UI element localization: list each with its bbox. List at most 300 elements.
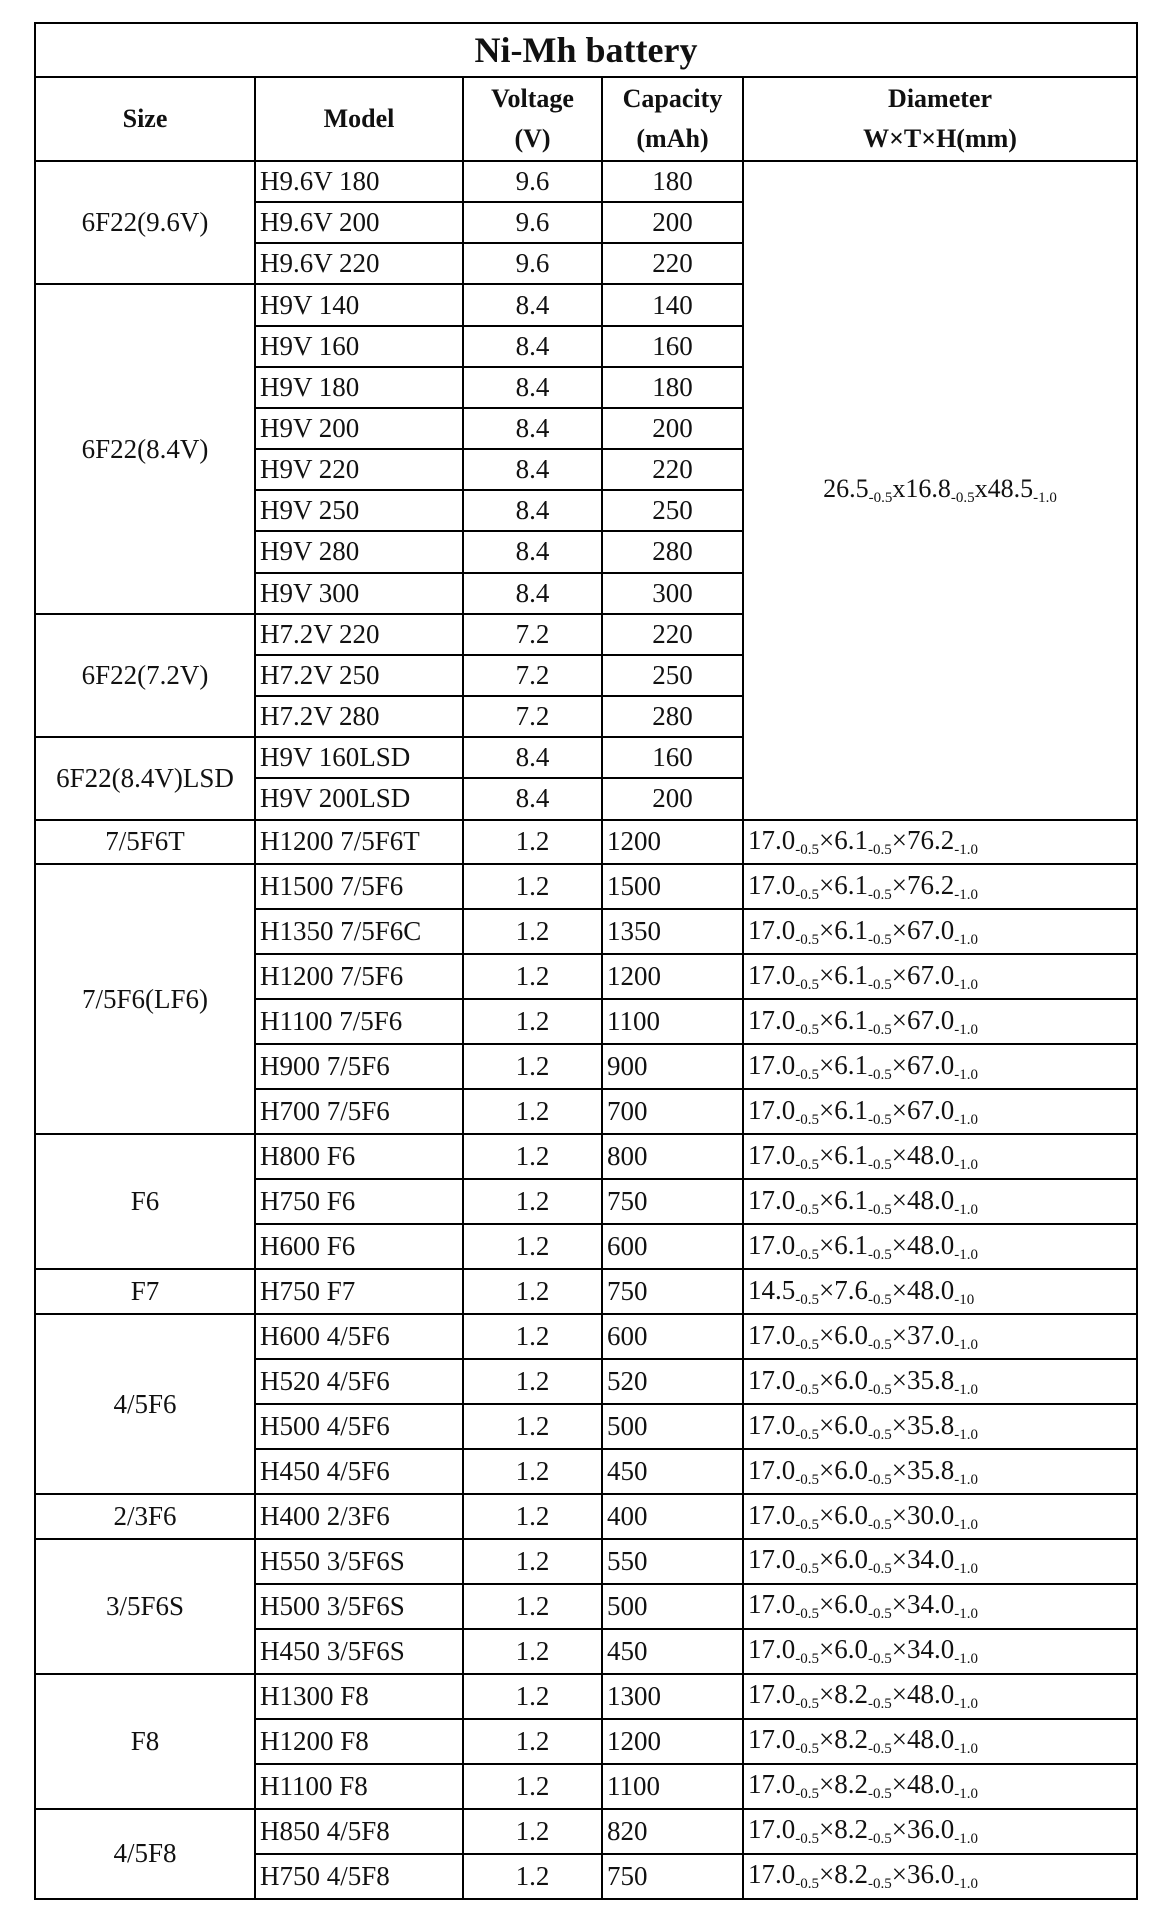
diameter-cell bbox=[743, 1809, 1137, 1854]
dim-t: ×6.1 bbox=[819, 1229, 868, 1260]
voltage-cell: 1.2 bbox=[463, 1314, 602, 1359]
capacity-cell: 250 bbox=[602, 655, 743, 696]
dim-w-tol: -0.5 bbox=[795, 1471, 819, 1488]
dim-t: ×6.1 bbox=[819, 1139, 868, 1170]
voltage-cell: 8.4 bbox=[463, 778, 602, 819]
dim-t: ×6.1 bbox=[819, 869, 868, 900]
dim-w: 26.5 bbox=[823, 473, 869, 503]
capacity-cell: 500 bbox=[602, 1584, 743, 1629]
diameter-cell bbox=[743, 1404, 1137, 1449]
dim-t: ×6.1 bbox=[819, 1184, 868, 1215]
dim-w: 17.0 bbox=[748, 824, 796, 855]
voltage-cell: 9.6 bbox=[463, 202, 602, 243]
dim-h-tol: -1.0 bbox=[954, 1201, 978, 1218]
dim-w-tol: -0.5 bbox=[795, 1651, 819, 1668]
dim-w-tol: -0.5 bbox=[795, 976, 819, 993]
dim-t-tol: -0.5 bbox=[867, 1561, 892, 1578]
dim-t: ×6.1 bbox=[819, 1004, 868, 1035]
voltage-cell: 1.2 bbox=[463, 1854, 602, 1899]
dim-w-tol: -0.5 bbox=[795, 1606, 819, 1623]
diameter-cell bbox=[743, 954, 1137, 999]
voltage-cell: 1.2 bbox=[463, 864, 602, 909]
voltage-cell: 1.2 bbox=[463, 1179, 602, 1224]
capacity-cell: 900 bbox=[602, 1044, 743, 1089]
voltage-cell: 1.2 bbox=[463, 1764, 602, 1809]
dim-t: ×7.6 bbox=[819, 1274, 868, 1305]
voltage-cell: 1.2 bbox=[463, 999, 602, 1044]
size-cell: 4/5F8 bbox=[35, 1809, 255, 1899]
model-cell: H900 7/5F6 bbox=[255, 1044, 463, 1089]
dim-w: 17.0 bbox=[748, 959, 796, 990]
table-row bbox=[35, 1494, 1137, 1539]
size-cell: 7/5F6T bbox=[35, 820, 255, 865]
capacity-cell: 700 bbox=[602, 1089, 743, 1134]
model-cell: H1350 7/5F6C bbox=[255, 909, 463, 954]
table-row bbox=[35, 1539, 1137, 1584]
voltage-cell: 1.2 bbox=[463, 1719, 602, 1764]
dim-w: 17.0 bbox=[748, 914, 796, 945]
model-cell: H750 4/5F8 bbox=[255, 1854, 463, 1899]
dim-h-tol: -1.0 bbox=[954, 1021, 978, 1038]
dim-t: ×8.2 bbox=[819, 1679, 868, 1710]
capacity-cell: 1200 bbox=[602, 820, 743, 865]
dim-h-tol: -1.0 bbox=[954, 1786, 978, 1803]
voltage-cell: 8.4 bbox=[463, 531, 602, 572]
dim-h: ×30.0 bbox=[891, 1499, 955, 1530]
dim-h-tol: -1.0 bbox=[954, 1606, 978, 1623]
dim-h: ×67.0 bbox=[891, 1049, 955, 1080]
model-cell: H1100 7/5F6 bbox=[255, 999, 463, 1044]
dim-h-tol: -1.0 bbox=[954, 1471, 978, 1488]
dim-w: 17.0 bbox=[748, 1049, 796, 1080]
dim-t-tol: -0.5 bbox=[867, 1471, 892, 1488]
capacity-cell: 1100 bbox=[602, 999, 743, 1044]
dim-w: 17.0 bbox=[748, 1364, 796, 1395]
model-cell: H450 3/5F6S bbox=[255, 1629, 463, 1674]
dim-h: ×48.0 bbox=[891, 1724, 955, 1755]
dim-t: ×6.0 bbox=[819, 1319, 868, 1350]
model-cell: H9V 250 bbox=[255, 490, 463, 531]
dim-w: 17.0 bbox=[748, 1589, 796, 1620]
dim-h: ×37.0 bbox=[891, 1319, 955, 1350]
dim-t-tol: -0.5 bbox=[867, 1651, 892, 1668]
voltage-cell: 1.2 bbox=[463, 1674, 602, 1719]
dim-w: 17.0 bbox=[748, 1769, 796, 1800]
capacity-cell: 220 bbox=[602, 243, 743, 284]
dim-h: ×48.0 bbox=[891, 1139, 955, 1170]
size-cell: 6F22(8.4V) bbox=[35, 284, 255, 613]
dim-t-tol: -0.5 bbox=[867, 841, 892, 858]
voltage-cell: 9.6 bbox=[463, 161, 602, 202]
voltage-cell: 8.4 bbox=[463, 367, 602, 408]
dim-h: ×67.0 bbox=[891, 959, 955, 990]
dim-h: ×35.8 bbox=[891, 1364, 955, 1395]
diameter-cell bbox=[743, 1854, 1137, 1899]
model-cell: H850 4/5F8 bbox=[255, 1809, 463, 1854]
diameter-cell bbox=[743, 1224, 1137, 1269]
dim-h-tol: -1.0 bbox=[954, 1831, 978, 1848]
dim-t: ×6.0 bbox=[819, 1544, 868, 1575]
capacity-cell: 200 bbox=[602, 778, 743, 819]
table-row bbox=[35, 864, 1137, 909]
dim-w-tol: -0.5 bbox=[795, 1111, 819, 1128]
dim-t-tol: -0.5 bbox=[867, 1696, 892, 1713]
diameter-cell bbox=[743, 1719, 1137, 1764]
dim-h-tol: -1.0 bbox=[954, 1516, 978, 1533]
dim-h: ×48.0 bbox=[891, 1274, 955, 1305]
model-cell: H9V 160LSD bbox=[255, 737, 463, 778]
capacity-cell: 250 bbox=[602, 490, 743, 531]
voltage-cell: 1.2 bbox=[463, 1449, 602, 1494]
dim-h: ×48.0 bbox=[891, 1184, 955, 1215]
capacity-cell: 750 bbox=[602, 1269, 743, 1314]
voltage-cell: 1.2 bbox=[463, 909, 602, 954]
size-cell: 6F22(9.6V) bbox=[35, 161, 255, 284]
voltage-cell: 1.2 bbox=[463, 1044, 602, 1089]
model-cell: H9V 160 bbox=[255, 326, 463, 367]
header-size: Size bbox=[35, 77, 255, 161]
model-cell: H9.6V 180 bbox=[255, 161, 463, 202]
dim-h: ×48.0 bbox=[891, 1769, 955, 1800]
size-cell: 4/5F6 bbox=[35, 1314, 255, 1494]
capacity-cell: 820 bbox=[602, 1809, 743, 1854]
dim-t-tol: -0.5 bbox=[867, 1516, 892, 1533]
table-row bbox=[35, 1809, 1137, 1854]
battery-spec-table bbox=[34, 22, 1138, 1900]
dim-h-tol: -1.0 bbox=[954, 841, 978, 858]
capacity-cell: 220 bbox=[602, 614, 743, 655]
dim-t-tol: -0.5 bbox=[867, 931, 892, 948]
dim-w: 17.0 bbox=[748, 1859, 796, 1890]
voltage-cell: 1.2 bbox=[463, 1404, 602, 1449]
diameter-cell bbox=[743, 1449, 1137, 1494]
dim-h: ×34.0 bbox=[891, 1634, 955, 1665]
voltage-cell: 8.4 bbox=[463, 737, 602, 778]
dim-t: x16.8 bbox=[892, 473, 951, 503]
dim-t-tol: -0.5 bbox=[950, 489, 975, 506]
model-cell: H600 F6 bbox=[255, 1224, 463, 1269]
diameter-cell bbox=[743, 999, 1137, 1044]
dim-w-tol: -0.5 bbox=[795, 841, 819, 858]
dim-h: ×34.0 bbox=[891, 1589, 955, 1620]
header-voltage: Voltage (V) bbox=[463, 77, 602, 161]
dim-w-tol: -0.5 bbox=[795, 886, 819, 903]
dim-w-tol: -0.5 bbox=[795, 1426, 819, 1443]
table-title: Ni-Mh battery bbox=[35, 23, 1137, 77]
model-cell: H800 F6 bbox=[255, 1134, 463, 1179]
model-cell: H1200 7/5F6 bbox=[255, 954, 463, 999]
model-cell: H7.2V 250 bbox=[255, 655, 463, 696]
diameter-cell bbox=[743, 1179, 1137, 1224]
capacity-cell: 140 bbox=[602, 284, 743, 325]
dim-t-tol: -0.5 bbox=[867, 1876, 892, 1893]
model-cell: H9.6V 220 bbox=[255, 243, 463, 284]
dim-t-tol: -0.5 bbox=[867, 1201, 892, 1218]
dim-w-tol: -0.5 bbox=[795, 1021, 819, 1038]
table-row bbox=[35, 1134, 1137, 1179]
dim-t: ×6.0 bbox=[819, 1589, 868, 1620]
dim-t-tol: -0.5 bbox=[867, 1606, 892, 1623]
dim-t-tol: -0.5 bbox=[867, 886, 892, 903]
shared-diameter-cell bbox=[743, 161, 1137, 820]
dim-t: ×6.0 bbox=[819, 1409, 868, 1440]
dim-t-tol: -0.5 bbox=[867, 1111, 892, 1128]
voltage-cell: 8.4 bbox=[463, 490, 602, 531]
size-cell: F8 bbox=[35, 1674, 255, 1809]
dim-h-tol: -1.0 bbox=[954, 931, 978, 948]
dim-w: 17.0 bbox=[748, 1409, 796, 1440]
model-cell: H1500 7/5F6 bbox=[255, 864, 463, 909]
dim-h-tol: -1.0 bbox=[954, 1246, 978, 1263]
dim-h-tol: -1.0 bbox=[954, 976, 978, 993]
capacity-cell: 1300 bbox=[602, 1674, 743, 1719]
dim-h: x48.5 bbox=[974, 473, 1034, 503]
size-cell: 2/3F6 bbox=[35, 1494, 255, 1539]
size-cell: 6F22(7.2V) bbox=[35, 614, 255, 737]
diameter-cell bbox=[743, 1269, 1137, 1314]
capacity-cell: 1100 bbox=[602, 1764, 743, 1809]
dim-h-tol: -1.0 bbox=[954, 1066, 978, 1083]
dim-w-tol: -0.5 bbox=[795, 1246, 819, 1263]
diameter-cell bbox=[743, 1539, 1137, 1584]
dim-h: ×34.0 bbox=[891, 1544, 955, 1575]
dim-w: 17.0 bbox=[748, 1634, 796, 1665]
capacity-cell: 1500 bbox=[602, 864, 743, 909]
capacity-cell: 400 bbox=[602, 1494, 743, 1539]
dim-w-tol: -0.5 bbox=[795, 1831, 819, 1848]
dim-w: 17.0 bbox=[748, 1454, 796, 1485]
dim-w-tol: -0.5 bbox=[795, 1786, 819, 1803]
size-cell: F6 bbox=[35, 1134, 255, 1269]
model-cell: H1100 F8 bbox=[255, 1764, 463, 1809]
voltage-cell: 1.2 bbox=[463, 1269, 602, 1314]
dim-t-tol: -0.5 bbox=[867, 976, 892, 993]
model-cell: H1300 F8 bbox=[255, 1674, 463, 1719]
diameter-cell bbox=[743, 1629, 1137, 1674]
dim-h-tol: -1.0 bbox=[954, 1651, 978, 1668]
capacity-cell: 200 bbox=[602, 202, 743, 243]
voltage-cell: 1.2 bbox=[463, 1494, 602, 1539]
capacity-cell: 160 bbox=[602, 737, 743, 778]
dim-w-tol: -0.5 bbox=[795, 1561, 819, 1578]
capacity-cell: 800 bbox=[602, 1134, 743, 1179]
dim-t: ×6.0 bbox=[819, 1634, 868, 1665]
dim-h: ×76.2 bbox=[891, 824, 955, 855]
dim-w-tol: -0.5 bbox=[795, 1381, 819, 1398]
diameter-cell bbox=[743, 820, 1137, 865]
capacity-cell: 180 bbox=[602, 161, 743, 202]
diameter-cell bbox=[743, 1314, 1137, 1359]
voltage-cell: 1.2 bbox=[463, 1089, 602, 1134]
dim-t: ×6.0 bbox=[819, 1364, 868, 1395]
dim-w-tol: -0.5 bbox=[795, 1291, 819, 1308]
voltage-cell: 8.4 bbox=[463, 449, 602, 490]
diameter-cell bbox=[743, 1494, 1137, 1539]
table-row bbox=[35, 161, 1137, 202]
dim-t-tol: -0.5 bbox=[867, 1381, 892, 1398]
model-cell: H9V 220 bbox=[255, 449, 463, 490]
model-cell: H7.2V 280 bbox=[255, 696, 463, 737]
capacity-cell: 200 bbox=[602, 408, 743, 449]
dim-h: ×35.8 bbox=[891, 1454, 955, 1485]
model-cell: H550 3/5F6S bbox=[255, 1539, 463, 1584]
dim-h-tol: -1.0 bbox=[954, 1876, 978, 1893]
header-capacity: Capacity (mAh) bbox=[602, 77, 743, 161]
capacity-cell: 1200 bbox=[602, 1719, 743, 1764]
table-row bbox=[35, 1314, 1137, 1359]
voltage-cell: 1.2 bbox=[463, 1584, 602, 1629]
dim-w-tol: -0.5 bbox=[795, 1741, 819, 1758]
voltage-cell: 9.6 bbox=[463, 243, 602, 284]
voltage-cell: 1.2 bbox=[463, 1809, 602, 1854]
voltage-cell: 7.2 bbox=[463, 696, 602, 737]
model-cell: H700 7/5F6 bbox=[255, 1089, 463, 1134]
size-cell: 6F22(8.4V)LSD bbox=[35, 737, 255, 819]
model-cell: H450 4/5F6 bbox=[255, 1449, 463, 1494]
capacity-cell: 280 bbox=[602, 531, 743, 572]
diameter-cell bbox=[743, 864, 1137, 909]
dim-t: ×6.0 bbox=[819, 1499, 868, 1530]
dim-t: ×6.1 bbox=[819, 914, 868, 945]
voltage-cell: 1.2 bbox=[463, 820, 602, 865]
diameter-cell bbox=[743, 1584, 1137, 1629]
dim-t-tol: -0.5 bbox=[867, 1336, 892, 1353]
dim-w: 17.0 bbox=[748, 1814, 796, 1845]
capacity-cell: 600 bbox=[602, 1314, 743, 1359]
header-model: Model bbox=[255, 77, 463, 161]
dim-w-tol: -0.5 bbox=[795, 1696, 819, 1713]
dim-t-tol: -0.5 bbox=[867, 1291, 892, 1308]
model-cell: H7.2V 220 bbox=[255, 614, 463, 655]
table-row bbox=[35, 820, 1137, 865]
dim-t-tol: -0.5 bbox=[867, 1021, 892, 1038]
voltage-cell: 1.2 bbox=[463, 1359, 602, 1404]
dim-t: ×8.2 bbox=[819, 1859, 868, 1890]
capacity-cell: 450 bbox=[602, 1449, 743, 1494]
dim-t-tol: -0.5 bbox=[867, 1246, 892, 1263]
voltage-cell: 1.2 bbox=[463, 1629, 602, 1674]
model-cell: H750 F7 bbox=[255, 1269, 463, 1314]
diameter-cell bbox=[743, 1359, 1137, 1404]
dim-t: ×8.2 bbox=[819, 1724, 868, 1755]
capacity-cell: 750 bbox=[602, 1179, 743, 1224]
header-diameter: Diameter W×T×H(mm) bbox=[743, 77, 1137, 161]
voltage-cell: 1.2 bbox=[463, 954, 602, 999]
dim-t: ×6.0 bbox=[819, 1454, 868, 1485]
capacity-cell: 280 bbox=[602, 696, 743, 737]
table-row bbox=[35, 1269, 1137, 1314]
dim-w-tol: -0.5 bbox=[795, 931, 819, 948]
size-cell: 3/5F6S bbox=[35, 1539, 255, 1674]
dim-t-tol: -0.5 bbox=[867, 1831, 892, 1848]
header-row bbox=[35, 77, 1137, 161]
dim-t: ×8.2 bbox=[819, 1769, 868, 1800]
dim-t-tol: -0.5 bbox=[867, 1786, 892, 1803]
capacity-cell: 1200 bbox=[602, 954, 743, 999]
model-cell: H500 4/5F6 bbox=[255, 1404, 463, 1449]
dim-t: ×6.1 bbox=[819, 824, 868, 855]
dim-t-tol: -0.5 bbox=[867, 1156, 892, 1173]
model-cell: H9V 180 bbox=[255, 367, 463, 408]
dim-w: 17.0 bbox=[748, 1094, 796, 1125]
dim-h-tol: -1.0 bbox=[954, 1336, 978, 1353]
dim-h-tol: -1.0 bbox=[954, 1696, 978, 1713]
voltage-cell: 8.4 bbox=[463, 408, 602, 449]
dim-w-tol: -0.5 bbox=[868, 489, 893, 506]
dim-w: 17.0 bbox=[748, 1319, 796, 1350]
model-cell: H600 4/5F6 bbox=[255, 1314, 463, 1359]
dim-w-tol: -0.5 bbox=[795, 1516, 819, 1533]
dim-w-tol: -0.5 bbox=[795, 1156, 819, 1173]
capacity-cell: 300 bbox=[602, 573, 743, 614]
dim-t: ×6.1 bbox=[819, 959, 868, 990]
capacity-cell: 750 bbox=[602, 1854, 743, 1899]
voltage-cell: 1.2 bbox=[463, 1539, 602, 1584]
dim-w: 14.5 bbox=[748, 1274, 796, 1305]
dim-h: ×35.8 bbox=[891, 1409, 955, 1440]
dim-w: 17.0 bbox=[748, 1139, 796, 1170]
diameter-cell bbox=[743, 1674, 1137, 1719]
voltage-cell: 7.2 bbox=[463, 655, 602, 696]
dim-h-tol: -1.0 bbox=[954, 886, 978, 903]
dim-w: 17.0 bbox=[748, 1544, 796, 1575]
voltage-cell: 1.2 bbox=[463, 1134, 602, 1179]
dim-h-tol: -10 bbox=[954, 1291, 975, 1308]
model-cell: H500 3/5F6S bbox=[255, 1584, 463, 1629]
diameter-cell bbox=[743, 1764, 1137, 1809]
model-cell: H9V 300 bbox=[255, 573, 463, 614]
diameter-cell bbox=[743, 909, 1137, 954]
model-cell: H9V 140 bbox=[255, 284, 463, 325]
capacity-cell: 600 bbox=[602, 1224, 743, 1269]
voltage-cell: 8.4 bbox=[463, 284, 602, 325]
model-cell: H400 2/3F6 bbox=[255, 1494, 463, 1539]
voltage-cell: 8.4 bbox=[463, 326, 602, 367]
dim-h: ×36.0 bbox=[891, 1814, 955, 1845]
dim-w: 17.0 bbox=[748, 869, 796, 900]
dim-w-tol: -0.5 bbox=[795, 1876, 819, 1893]
diameter-cell bbox=[743, 1134, 1137, 1179]
diameter-cell bbox=[743, 1044, 1137, 1089]
diameter-cell bbox=[743, 1089, 1137, 1134]
dim-w: 17.0 bbox=[748, 1499, 796, 1530]
model-cell: H1200 7/5F6T bbox=[255, 820, 463, 865]
model-cell: H750 F6 bbox=[255, 1179, 463, 1224]
dim-w-tol: -0.5 bbox=[795, 1066, 819, 1083]
capacity-cell: 520 bbox=[602, 1359, 743, 1404]
title-row bbox=[35, 23, 1137, 77]
capacity-cell: 160 bbox=[602, 326, 743, 367]
dim-t: ×8.2 bbox=[819, 1814, 868, 1845]
dim-w: 17.0 bbox=[748, 1724, 796, 1755]
capacity-cell: 450 bbox=[602, 1629, 743, 1674]
table-row bbox=[35, 1674, 1137, 1719]
dim-t: ×6.1 bbox=[819, 1094, 868, 1125]
table-body bbox=[35, 161, 1137, 1899]
dim-h: ×36.0 bbox=[891, 1859, 955, 1890]
dim-w: 17.0 bbox=[748, 1229, 796, 1260]
dim-w: 17.0 bbox=[748, 1679, 796, 1710]
model-cell: H9V 200LSD bbox=[255, 778, 463, 819]
dim-w-tol: -0.5 bbox=[795, 1201, 819, 1218]
dim-h-tol: -1.0 bbox=[954, 1741, 978, 1758]
dim-h: ×76.2 bbox=[891, 869, 955, 900]
capacity-cell: 180 bbox=[602, 367, 743, 408]
dim-t-tol: -0.5 bbox=[867, 1426, 892, 1443]
dim-h: ×48.0 bbox=[891, 1229, 955, 1260]
dim-h: ×67.0 bbox=[891, 1094, 955, 1125]
dim-h-tol: -1.0 bbox=[954, 1111, 978, 1128]
